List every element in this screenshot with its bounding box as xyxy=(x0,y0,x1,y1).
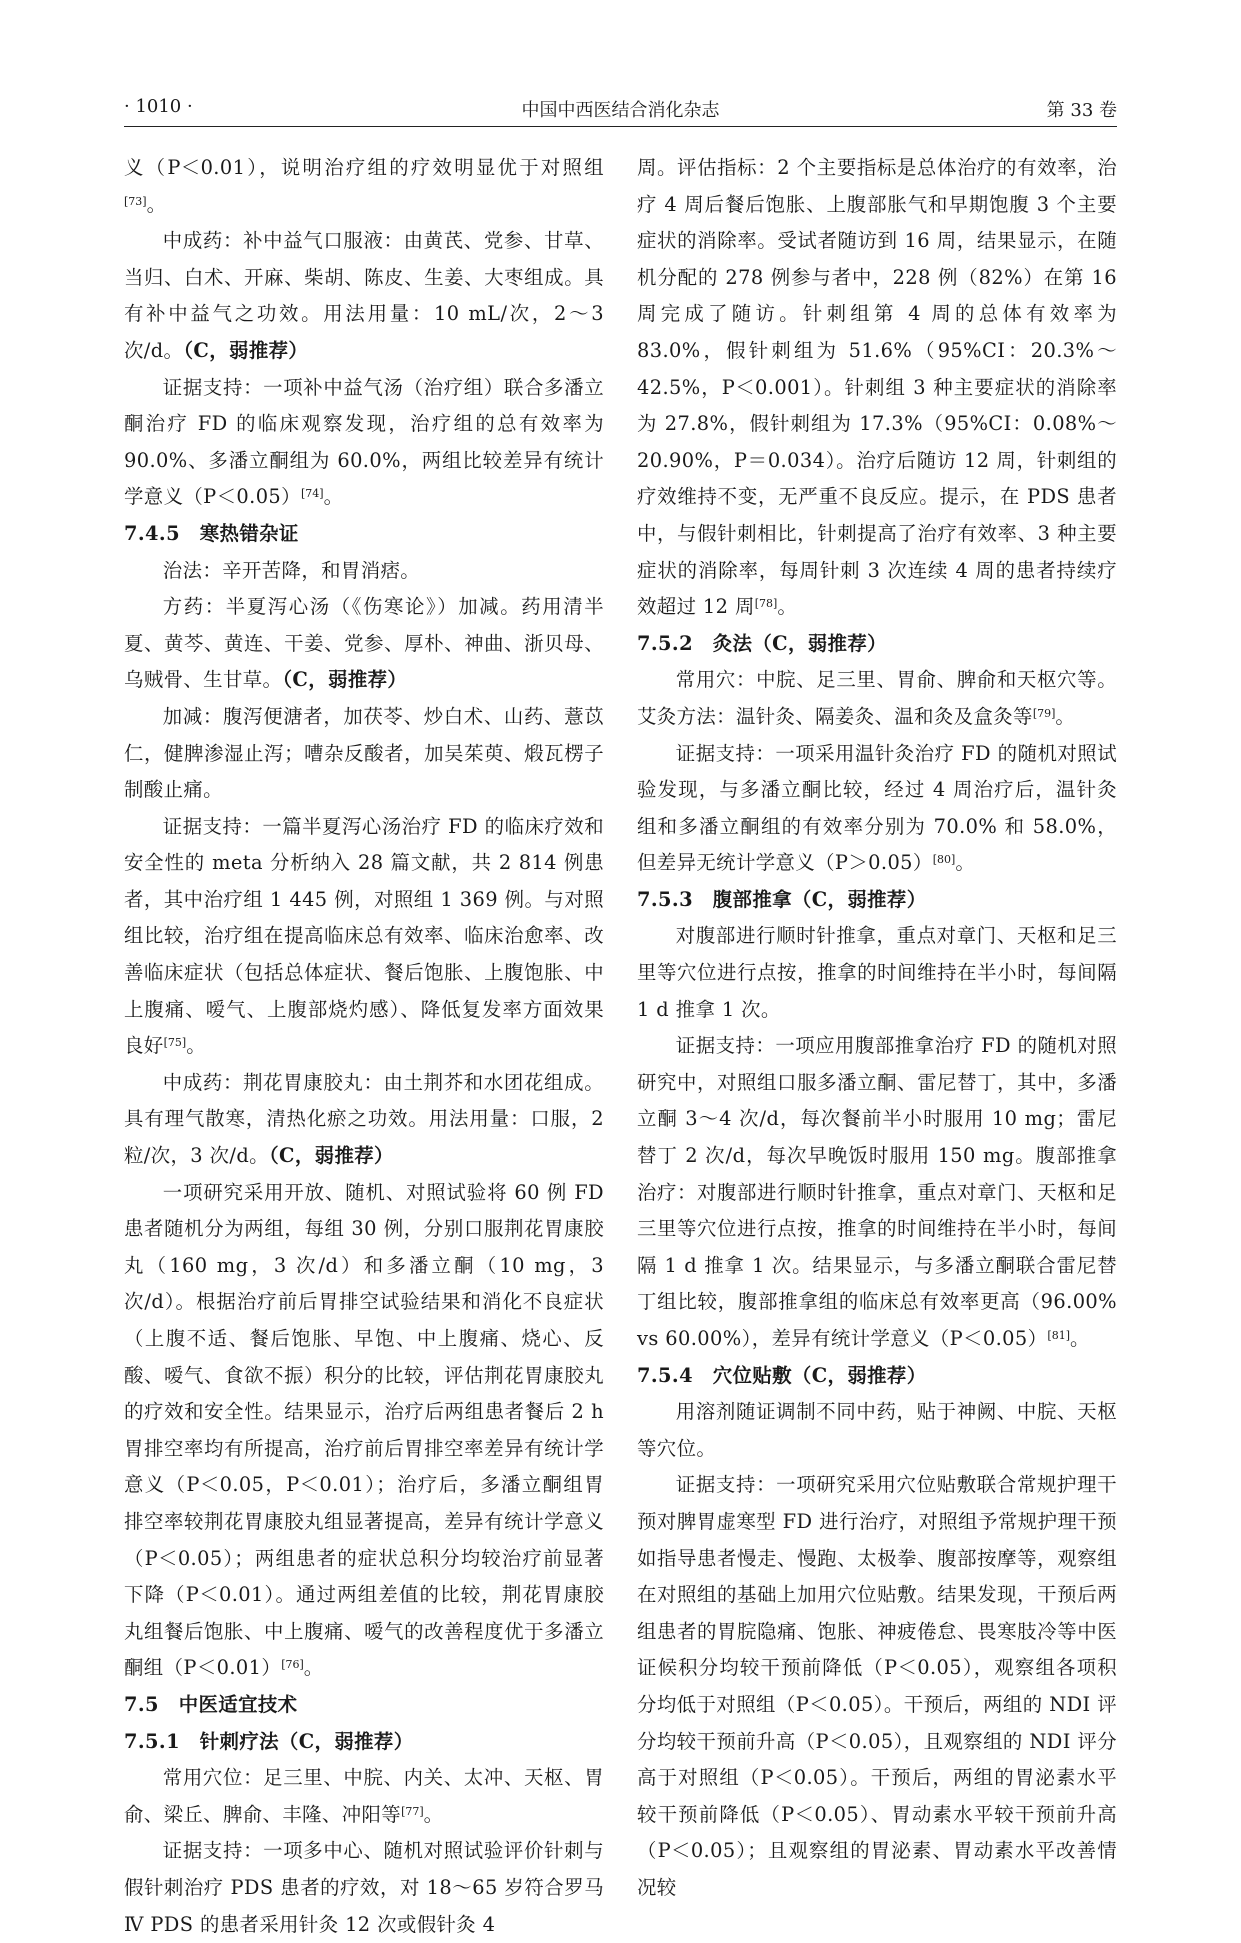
volume-label: 第 33 卷 xyxy=(1046,100,1117,121)
paragraph: 证据支持：一项补中益气汤（治疗组）联合多潘立酮治疗 FD 的临床观察发现，治疗组的总有效率为 90.0%、多潘立酮组为 60.0%，两组比较差异有统计学意义（P＜0.05）[74]。 xyxy=(124,375,604,509)
section-heading: 7.5 中医适宜技术 xyxy=(124,1692,298,1716)
citation-ref: [75] xyxy=(163,1036,187,1050)
paragraph: 中成药：荆花胃康胶丸：由土荆芥和水团花组成。具有理气散寒，清热化瘀之功效。用法用量：口服，2 粒/次，3 次/d。（C，弱推荐） xyxy=(124,1070,604,1168)
paragraph: 证据支持：一项采用温针灸治疗 FD 的随机对照试验发现，与多潘立酮比较，经过 4 周治疗后，温针灸组和多潘立酮组的有效率分别为 70.0% 和 58.0%，但差异无统计学意义（P＞0.05）[80]。 xyxy=(637,741,1117,875)
paragraph: 证据支持：一项多中心、随机对照试验评价针刺与假针刺治疗 PDS 患者的疗效，对 18～65 岁符合罗马Ⅳ PDS 的患者采用针灸 12 次或假针灸 4 xyxy=(124,1839,604,1936)
paragraph: 治法：辛开苦降，和胃消痞。 xyxy=(162,558,421,582)
citation-ref: [81] xyxy=(1047,1329,1070,1342)
paragraph: 用溶剂随证调制不同中药，贴于神阙、中脘、天枢等穴位。 xyxy=(637,1400,1117,1460)
citation-ref: [74] xyxy=(300,487,324,501)
section-heading: 7.4.5 寒热错杂证 xyxy=(124,521,299,545)
paragraph: 对腹部进行顺时针推拿，重点对章门、天枢和足三里等穴位进行点按，推拿的时间维持在半小时，每间隔 1 d 推拿 1 次。 xyxy=(637,924,1117,1021)
citation-ref: [73] xyxy=(124,194,147,208)
citation-ref: [80] xyxy=(932,853,956,867)
citation-ref: [79] xyxy=(1032,706,1056,720)
paragraph: 常用穴：中脘、足三里、胃俞、脾俞和天枢穴等。艾灸方法：温针灸、隔姜灸、温和灸及盒灸等[79]。 xyxy=(637,668,1117,728)
paragraph: 证据支持：一篇半夏泻心汤治疗 FD 的临床疗效和安全性的 meta 分析纳入 28 篇文献，共 2 814 例患者，其中治疗组 1 445 例，对照组 1 369 例。与对照组比较，治疗组在提高临床总有效率、临床治愈率、改善临床症状（包括总体症状、餐后饱胀、上腹饱胀、中上腹痛、嗳气、上腹部烧灼感）、降低复发率方面效果良好[75]。 xyxy=(124,814,604,1058)
paragraph: 中成药：补中益气口服液：由黄芪、党参、甘草、当归、白术、开麻、柴胡、陈皮、生姜、大枣组成。具有补中益气之功效。用法用量：10 mL/次，2～3 次/d。（C，弱推荐） xyxy=(124,229,604,362)
right-column xyxy=(637,150,1117,1907)
section-heading: 7.5.1 针刺疗法（C，弱推荐） xyxy=(124,1729,414,1753)
citation-ref: [78] xyxy=(754,597,778,611)
paragraph: 义（P＜0.01），说明治疗组的疗效明显优于对照组[73]。 xyxy=(124,156,604,216)
journal-title: 中国中西医结合消化杂志 xyxy=(521,100,720,121)
paragraph: 证据支持：一项研究采用穴位贴敷联合常规护理干预对脾胃虚寒型 FD 进行治疗，对照组予常规护理干预如指导患者慢走、慢跑、太极拳、腹部按摩等，观察组在对照组的基础上加用穴位贴敷。结果发现，干预后两组患者的胃脘隐痛、饱胀、神疲倦怠、畏寒肢冷等中医证候积分均较干预前降低（P＜0.05），观察组各项积分均低于对照组（P＜0.05）。干预后，两组的 NDI 评分均较干预前升高（P＜0.05），且观察组的 NDI 评分高于对照组（P＜0.05）。干预后，两组的胃泌素水平较干预前降低（P＜0.05）、胃动素水平较干预前升高（P＜0.05）；且观察组的胃泌素、胃动素水平改善情况较 xyxy=(637,1473,1117,1899)
recommendation-label: （C，弱推荐） xyxy=(282,668,408,692)
recommendation-label: （C，弱推荐） xyxy=(183,338,309,362)
paragraph: 周。评估指标：2 个主要指标是总体治疗的有效率，治疗 4 周后餐后饱胀、上腹部胀气和早期饱腹 3 个主要症状的消除率。受试者随访到 16 周，结果显示，在随机分配的 278 例参与者中，228 例（82%）在第 16 周完成了随访。针刺组第 4 周的总体有效率为 83.0%，假针刺组为 51.6%（95%CI：20.3%～42.5%，P＜0.001）。针刺组 3 种主要症状的消除率为 27.8%，假针刺组为 17.3%（95%CI：0.08%～20.90%，P＝0.034）。治疗后随访 12 周，针刺组的疗效维持不变，无严重不良反应。提示，在 PDS 患者中，与假针刺相比，针刺提高了治疗有效率、3 种主要症状的消除率，每周针刺 3 次连续 4 周的患者持续疗效超过 12 周[78]。 xyxy=(637,156,1117,619)
running-header xyxy=(124,92,1117,127)
paragraph: 证据支持：一项应用腹部推拿治疗 FD 的随机对照研究中，对照组口服多潘立酮、雷尼替丁，其中，多潘立酮 3～4 次/d，每次餐前半小时服用 10 mg；雷尼替丁 2 次/d，每次早晚饭时服用 150 mg。腹部推拿治疗：对腹部进行顺时针推拿，重点对章门、天枢和足三里等穴位进行点按，推拿的时间维持在半小时，每间隔 1 d 推拿 1 次。结果显示，与多潘立酮联合雷尼替丁组比较，腹部推拿组的临床总有效率更高（96.00% vs 60.00%），差异有统计学意义（P＜0.05）[81]。 xyxy=(637,1034,1117,1350)
citation-ref: [76] xyxy=(281,1658,304,1672)
paragraph: 加减：腹泻便溏者，加茯苓、炒白术、山药、薏苡仁，健脾渗湿止泻；嘈杂反酸者，加吴茱萸、煅瓦楞子制酸止痛。 xyxy=(124,704,604,802)
citation-ref: [77] xyxy=(401,1804,424,1818)
section-heading: 7.5.4 穴位贴敷（C，弱推荐） xyxy=(637,1363,927,1387)
section-heading: 7.5.2 灸法（C，弱推荐） xyxy=(637,631,887,655)
left-column xyxy=(124,150,604,1943)
recommendation-label: （C，弱推荐） xyxy=(268,1144,394,1168)
paragraph: 一项研究采用开放、随机、对照试验将 60 例 FD 患者随机分为两组，每组 30 例，分别口服荆花胃康胶丸（160 mg，3 次/d）和多潘立酮（10 mg，3 次/d）。根据治疗前后胃排空试验结果和消化不良症状（上腹不适、餐后饱胀、早饱、中上腹痛、烧心、反酸、嗳气、食欲不振）积分的比较，评估荆花胃康胶丸的疗效和安全性。结果显示，治疗后两组患者餐后 2 h 胃排空率均有所提高，治疗前后胃排空率差异有统计学意义（P＜0.05，P＜0.01）；治疗后，多潘立酮组胃排空率较荆花胃康胶丸组显著提高，差异有统计学意义（P＜0.05）；两组患者的症状总积分均较治疗前显著下降（P＜0.01）。通过两组差值的比较，荆花胃康胶丸组餐后饱胀、中上腹痛、嗳气的改善程度优于多潘立酮组（P＜0.01）[76]。 xyxy=(124,1180,604,1680)
page-number: · 1010 · xyxy=(124,96,193,117)
section-heading: 7.5.3 腹部推拿（C，弱推荐） xyxy=(637,887,927,911)
paragraph: 常用穴位：足三里、中脘、内关、太冲、天枢、胃俞、梁丘、脾俞、丰隆、冲阳等[77]。 xyxy=(124,1766,604,1826)
paragraph: 方药：半夏泻心汤（《伤寒论》）加减。药用清半夏、黄芩、黄连、干姜、党参、厚朴、神曲、浙贝母、乌贼骨、生甘草。（C，弱推荐） xyxy=(124,595,604,692)
